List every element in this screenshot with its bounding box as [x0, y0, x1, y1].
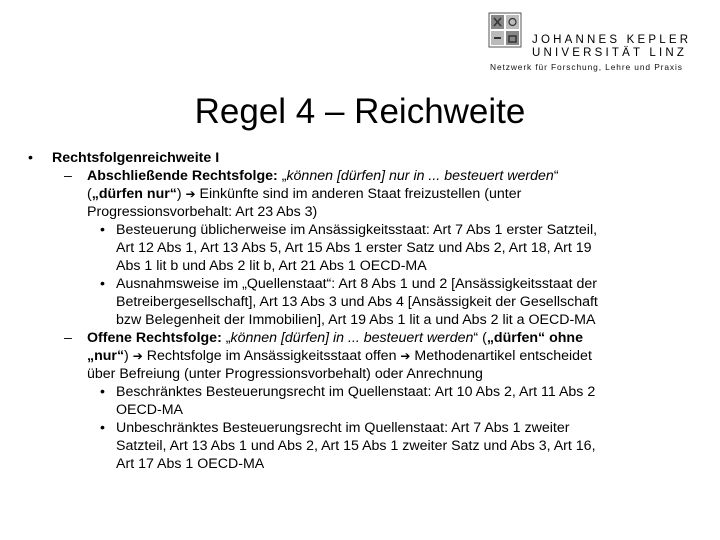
sub-bullet-item [0, 275, 720, 293]
text-fragment: Einkünfte sind im anderen Staat freizustellen (unter [195, 186, 522, 202]
bold-fragment: „dürfen“ ohne [486, 330, 583, 346]
logo-text-line2: UNIVERSITÄT LINZ [532, 47, 688, 59]
sub-bullet-item [0, 383, 720, 401]
sub-item-continuation: Progressionsvorbehalt: Art 23 Abs 3) [87, 204, 318, 220]
quote-text: können [dürfen] in ... besteuert werden [230, 330, 474, 346]
text-fragment: Methodenartikel entscheidet [410, 348, 592, 364]
arrow-right-icon: ➔ [132, 349, 143, 363]
bullet-icon: • [100, 222, 105, 238]
sub-bullet-item [0, 419, 720, 437]
sub-bullet-continuation: Art 17 Abs 1 OECD-MA [116, 456, 265, 472]
text-fragment: ) [124, 348, 129, 364]
university-crest-icon [488, 12, 522, 48]
bullet-icon: • [100, 276, 105, 292]
bullet-icon: • [100, 420, 105, 436]
arrow-right-icon: ➔ [400, 349, 411, 363]
sub-bullet-continuation: Abs 1 lit b und Abs 2 lit b, Art 21 Abs 1 OECD-MA [116, 258, 427, 274]
sub-bullet-continuation: bzw Belegenheit der Immobilien], Art 19 Abs 1 lit a und Abs 2 lit a OECD-MA [116, 312, 596, 328]
sub-bullet-continuation: Satzteil, Art 13 Abs 1 und Abs 2, Art 15 Abs 1 zweiter Satz und Abs 3, Art 16, [116, 438, 596, 454]
dash-icon: – [64, 330, 72, 346]
sub-bullet-continuation: Betreibergesellschaft], Art 13 Abs 3 und Abs 4 [Ansässigkeit der Gesellschaft [116, 294, 598, 310]
bullet-icon: • [28, 150, 33, 166]
sub-item-label: Offene Rechtsfolge: [87, 330, 226, 346]
dash-icon: – [64, 168, 72, 184]
sub-item-continuation [0, 185, 720, 203]
quote-text: können [dürfen] nur in ... besteuert werden [286, 168, 554, 184]
sub-item-continuation [0, 347, 720, 365]
sub-bullet-text: Besteuerung üblicherweise im Ansässigkeitsstaat: Art 7 Abs 1 erster Satzteil, [116, 222, 598, 238]
bold-fragment: „dürfen nur“ [91, 186, 177, 202]
text-fragment: ) [176, 186, 182, 202]
text-fragment: Rechtsfolge im Ansässigkeitsstaat offen [142, 348, 397, 364]
logo-tagline: Netzwerk für Forschung, Lehre und Praxis [490, 62, 683, 72]
bullet-text: Rechtsfolgenreichweite I [52, 150, 220, 166]
logo-text-line1: JOHANNES KEPLER [532, 34, 692, 46]
quote-mark: „ [281, 168, 287, 184]
sub-item-label: Abschließende Rechtsfolge: [87, 168, 282, 184]
sub-bullet-text: Unbeschränktes Besteuerungsrecht im Quellenstaat: Art 7 Abs 1 zweiter [116, 420, 570, 436]
sub-item-continuation: über Befreiung (unter Progressionsvorbehalt) oder Anrechnung [87, 366, 483, 382]
bold-fragment: „nur“ [87, 348, 125, 364]
arrow-right-icon: ➔ [185, 187, 196, 201]
text-fragment: ( [87, 186, 92, 202]
bullet-icon: • [100, 384, 105, 400]
slide-content [0, 149, 720, 473]
sub-bullet-continuation: OECD-MA [116, 402, 183, 418]
sub-bullet-text: Beschränktes Besteuerungsrecht im Quellenstaat: Art 10 Abs 2, Art 11 Abs 2 [116, 384, 596, 400]
sub-item [0, 167, 720, 185]
slide-title: Regel 4 – Reichweite [194, 92, 526, 131]
university-logo [486, 12, 706, 76]
sub-bullet-text: Ausnahmsweise im „Quellenstaat“: Art 8 Abs 1 und 2 [Ansässigkeitsstaat der [116, 276, 598, 292]
sub-bullet-continuation: Art 12 Abs 1, Art 13 Abs 5, Art 15 Abs 1 erster Satz und Abs 2, Art 18, Art 19 [116, 240, 592, 256]
sub-bullet-item [0, 221, 720, 239]
quote-mark: “ ( [473, 330, 487, 346]
quote-mark: “ [553, 168, 559, 184]
bullet-item [0, 149, 720, 167]
sub-item [0, 329, 720, 347]
quote-mark: „ [225, 330, 231, 346]
